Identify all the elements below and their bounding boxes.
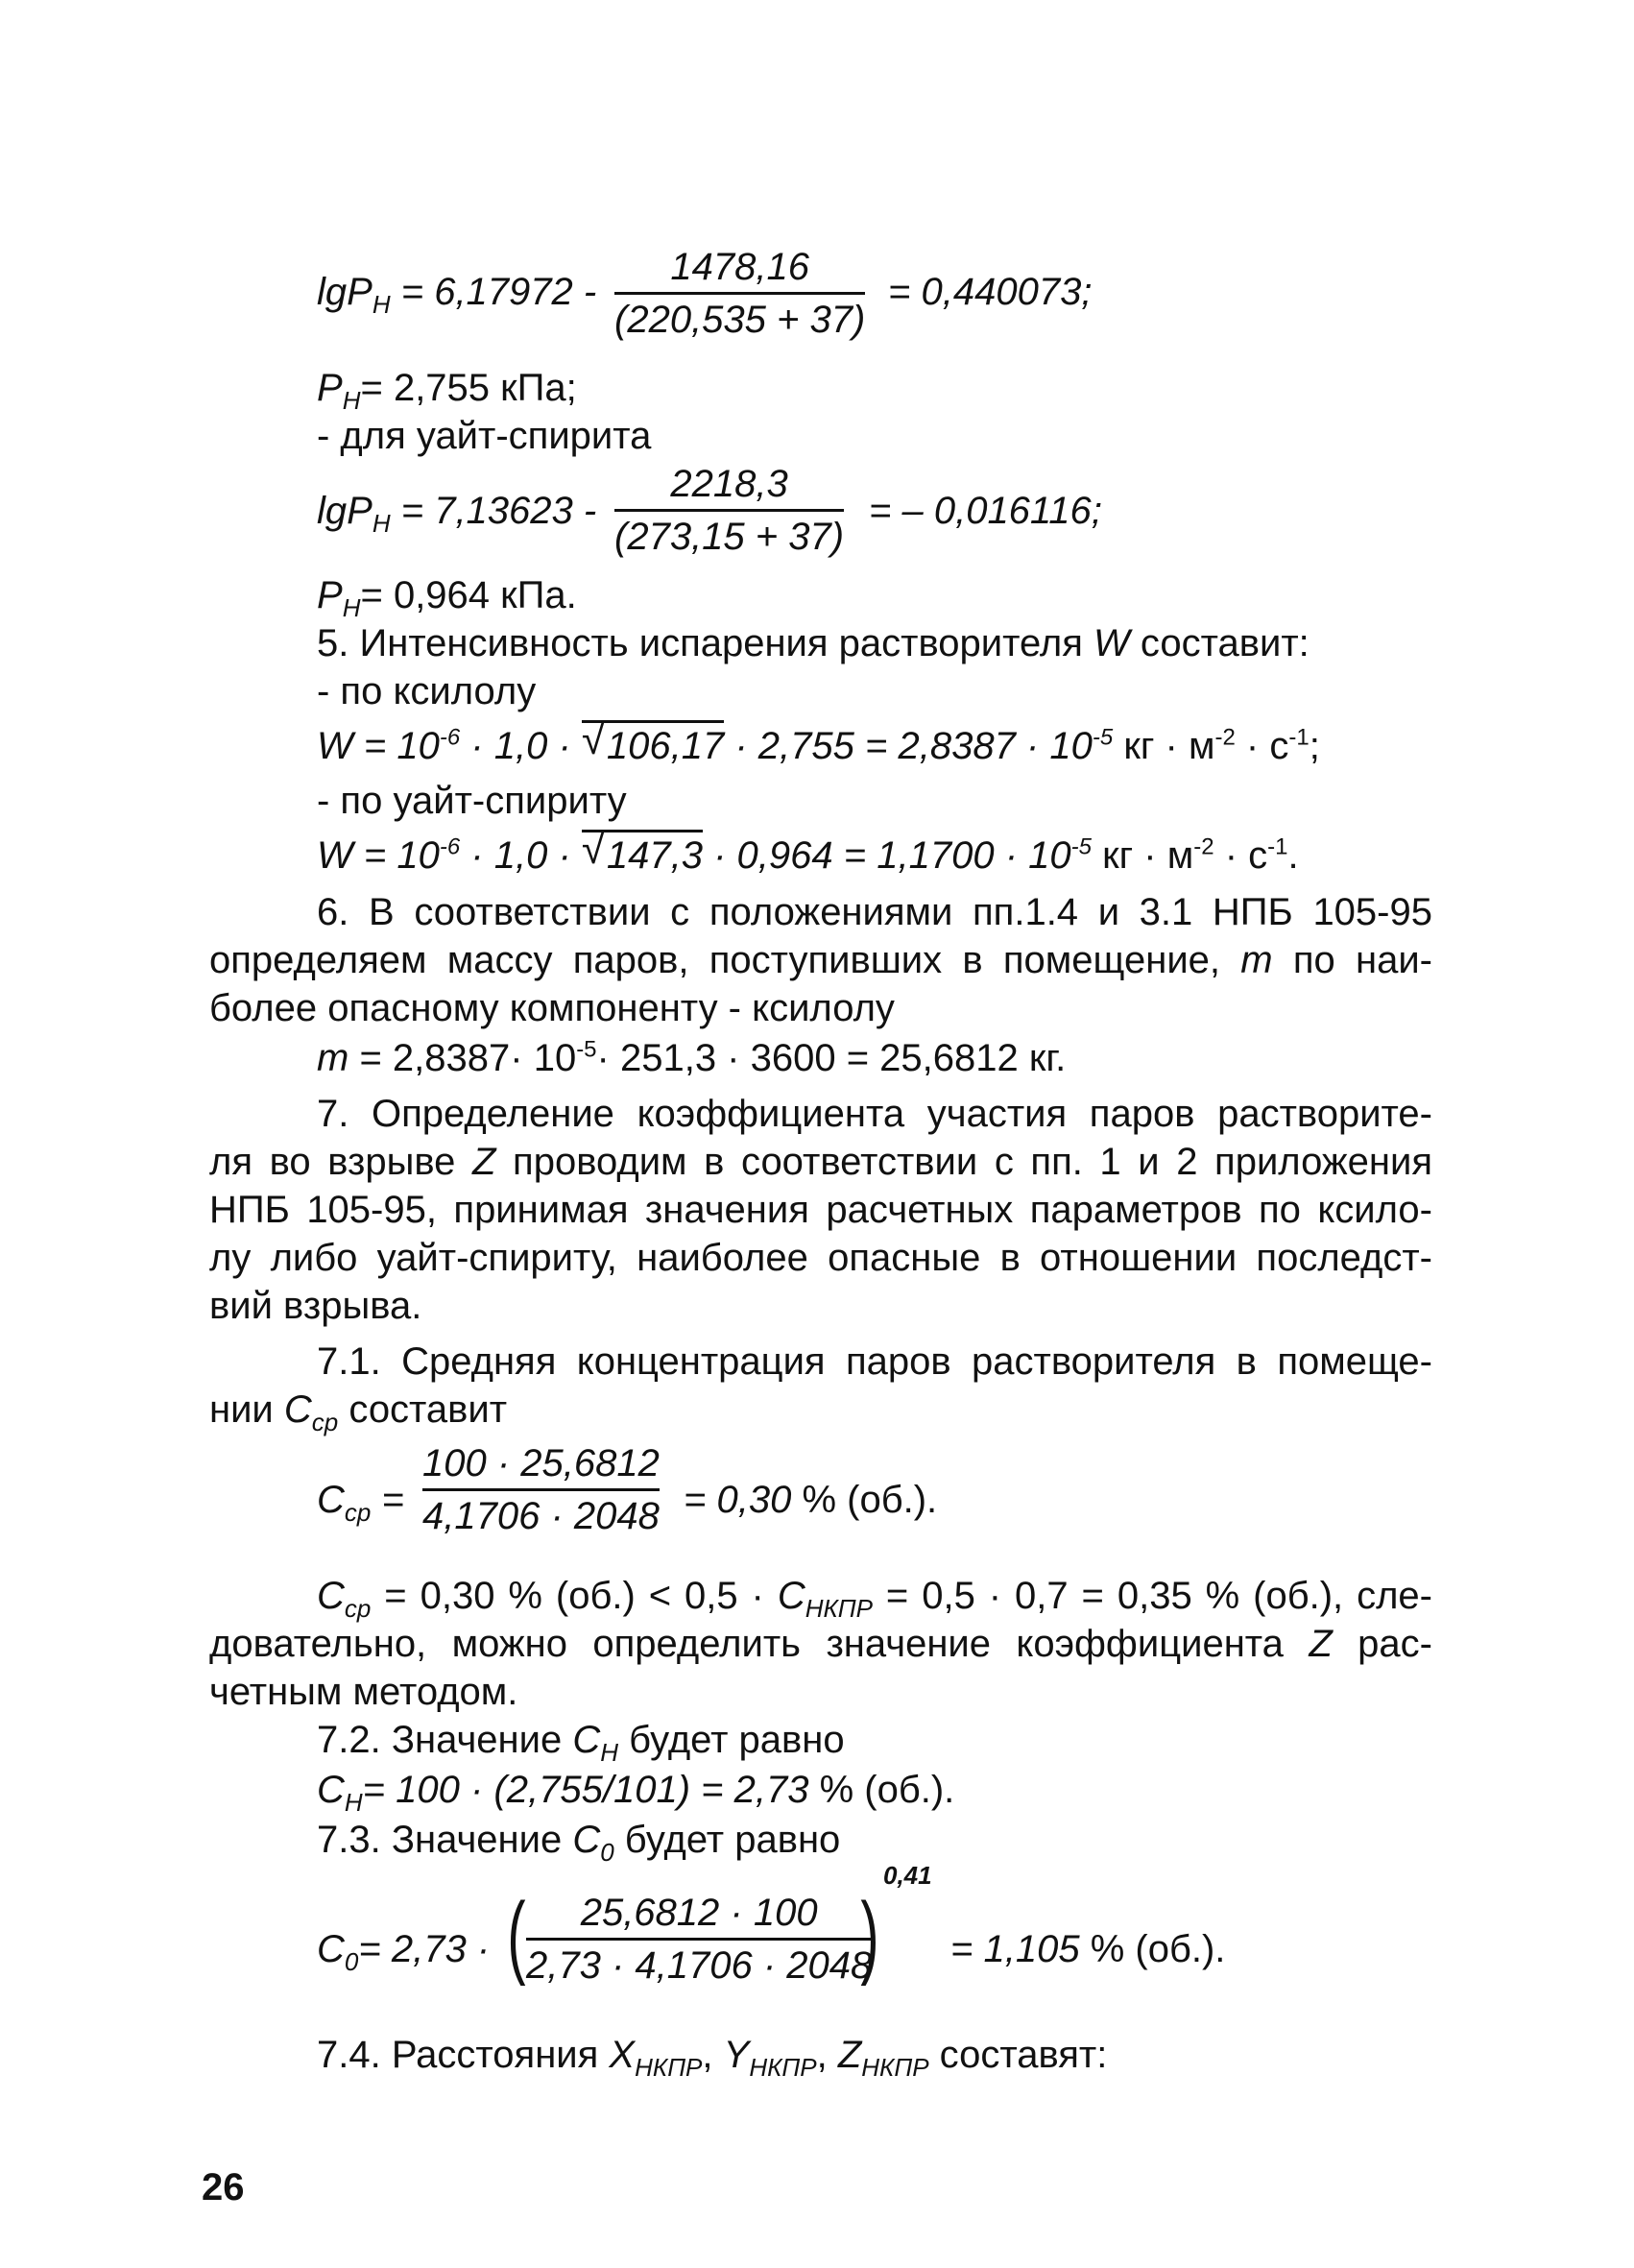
left-paren: ( xyxy=(507,1884,526,1987)
evaporation-whitespirit-formula: $W = 10^{-6} \cdot 1,0$ · √ $147,3 \cdot 0,964 = 1,1700 \cdot 10^{-5}$ кг · $м^{-2} \cdot с^{-1}$. xyxy=(317,830,1299,879)
formula-cavg-lhs: $C_{ср}$ = xyxy=(317,1479,404,1527)
right-paren: ) xyxy=(860,1884,879,1987)
formula-lgph-whitespirit-result: = – 0,016116; xyxy=(869,490,1102,532)
item-7-1-line-2: нии $C_{ср}$ составит xyxy=(209,1388,508,1436)
formula-lgph-whitespirit-lhs: lgP$_H$ = 7,13623 - xyxy=(317,490,597,538)
mass-formula: $m = 2,8387\cdot 10^{-5}\cdot 251,3 \cdot 3600 = 25,6812$ кг. xyxy=(317,1036,1067,1079)
formula-cavg-fraction: 100 · 25,6812 4,1706 · 2048 xyxy=(422,1442,660,1537)
item-6-line-1: 6. В соответствии с положениями пп.1.4 и 3.1 НПБ 105-95 xyxy=(317,891,1432,933)
formula-lgph-xylene-lhs: lgP$_H$ = 6,17972 - xyxy=(317,271,597,319)
item-7-2-heading: 7.2. Значение $C_H$ будет равно xyxy=(317,1719,845,1767)
formula-cavg-result: = 0,30 % (об.). xyxy=(684,1479,938,1521)
formula-c0-lhs: $C_0= 2,73$ · xyxy=(317,1928,491,1976)
item-7-line-2: ля во взрыве Z проводим в соответствии с пп. 1 и 2 приложения xyxy=(209,1141,1432,1183)
formula-c0-result: = 1,105 % (об.). xyxy=(950,1928,1226,1970)
condition-line-1: $C_{ср} = 0,30$ % $(об.) < 0,5 \cdot C_{НКПР} = 0,5 \cdot 0,7 = 0,35$ % (об.), сле- xyxy=(317,1575,1432,1623)
condition-line-2: довательно, можно определить значение коэффициента Z рас- xyxy=(209,1623,1432,1665)
sqrt-symbol: √ 147,3 xyxy=(582,830,703,879)
item-7-line-3: НПБ 105-95, принимая значения расчетных параметров по ксило- xyxy=(209,1189,1432,1231)
condition-line-3: четным методом. xyxy=(209,1671,518,1713)
white-spirit-label-2: - по уайт-спириту xyxy=(317,780,627,822)
item-7-line-5: вий взрыва. xyxy=(209,1285,422,1327)
white-spirit-label: - для уайт-спирита xyxy=(317,415,652,457)
item-5-heading: 5. Интенсивность испарения растворителя W составит: xyxy=(317,622,1310,664)
item-6-line-3: более опасному компоненту - ксилолу xyxy=(209,987,895,1029)
formula-lgph-xylene-result: = 0,440073; xyxy=(888,271,1093,313)
formula-lgph-whitespirit-fraction: 2218,3 (273,15 + 37) xyxy=(614,463,845,558)
item-7-1-line-1: 7.1. Средняя концентрация паров растворителя в помеще- xyxy=(317,1340,1432,1383)
ph-xylene-line: $P_H= 2,755$ кПа; xyxy=(317,367,577,415)
page-number: 26 xyxy=(202,2166,245,2208)
item-7-3-heading: 7.3. Значение $C_0$ будет равно xyxy=(317,1819,841,1867)
item-7-line-4: лу либо уайт-спириту, наиболее опасные в отношении последст- xyxy=(209,1237,1432,1279)
formula-c0-fraction: 25,6812 · 100 2,73 · 4,1706 · 2048 xyxy=(526,1892,873,1987)
xylene-label: - по ксилолу xyxy=(317,670,537,712)
item-7-line-1: 7. Определение коэффициента участия паров растворите- xyxy=(317,1093,1432,1135)
evaporation-xylene-formula: $W = 10^{-6} \cdot 1,0$ · √ $106,17 \cdot 2,755 = 2,8387 \cdot 10^{-5}$ кг · $м^{-2} \cdot с^{-1}$; xyxy=(317,720,1320,769)
formula-lgph-xylene-fraction: 1478,16 (220,535 + 37) xyxy=(614,246,866,341)
formula-c0-exponent: 0,41 xyxy=(883,1861,932,1890)
item-7-4-heading: 7.4. Расстояния $X_{НКПР}$, $Y_{НКПР}$, $Z_{НКПР}$ составят: xyxy=(317,2034,1108,2082)
item-6-line-2: определяем массу паров, поступивших в помещение, m по наи- xyxy=(209,939,1432,981)
ph-whitespirit-line: $P_H= 0,964$ кПа. xyxy=(317,574,577,622)
ch-formula: $C_H= 100 \cdot (2,755/101) = 2,73$ % (об.). xyxy=(317,1769,955,1817)
sqrt-symbol: √ 106,17 xyxy=(582,720,724,769)
